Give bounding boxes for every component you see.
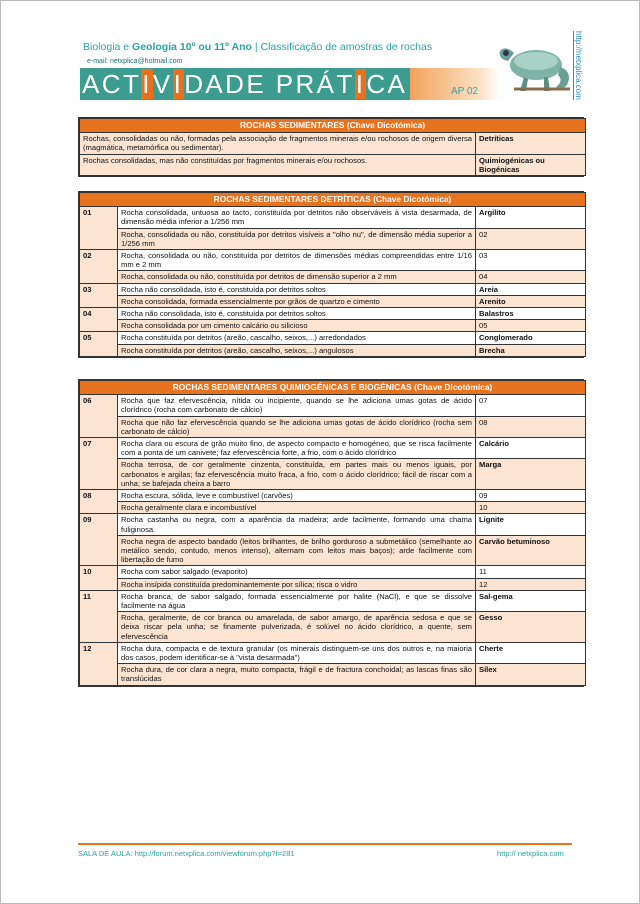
key-row bbox=[80, 578, 586, 590]
key-description: Rocha, consolidada ou não, constituída por detritos visíveis a "olho nu", de dimensão média superior a 1/256 mm bbox=[118, 228, 476, 249]
key-result: Cherte bbox=[476, 642, 586, 663]
key-step-number: 04 bbox=[80, 308, 118, 332]
activity-banner bbox=[80, 68, 500, 100]
contact-email[interactable]: e-mail: netxplica@hotmail.com bbox=[87, 58, 183, 65]
key-row bbox=[80, 295, 586, 307]
key-step-number: 12 bbox=[80, 642, 118, 685]
footer-forum-link[interactable]: SALA DE AULA: http://forum.netxplica.com/viewforum.php?f=281 bbox=[78, 849, 295, 858]
banner-letter: V bbox=[152, 69, 173, 99]
key-result: Balastros bbox=[476, 308, 586, 320]
key-description: Rocha com sabor salgado (evaporito) bbox=[118, 566, 476, 578]
key-result: Quimiogénicas ou Biogénicas bbox=[476, 154, 586, 175]
banner-title bbox=[82, 71, 407, 97]
key-result: 09 bbox=[476, 490, 586, 502]
key-step-number: 06 bbox=[80, 395, 118, 438]
key-description: Rocha terrosa, de cor geralmente cinzenta, constituída, em partes mais ou menos iguais, por carbonatos e argilas; faz efervescência muito fraca, a frio, com o ácido clorídrico; fácil de riscar com a unha; se bafejada cheira a barro bbox=[118, 459, 476, 490]
banner-letter: E bbox=[246, 69, 267, 99]
key-description: Rocha dura, compacta e de textura granular (os minerais distinguem-se uns dos outros e, na maioria dos casos, podem identificar-se à "vista desarmada") bbox=[118, 642, 476, 663]
key-row bbox=[80, 459, 586, 490]
key-row bbox=[80, 590, 586, 611]
key-description: Rocha castanha ou negra, com a aparência da madeira; arde facilmente, formando uma chama fuliginosa. bbox=[118, 514, 476, 535]
activity-code: AP 02 bbox=[451, 86, 479, 97]
key-step-number: 08 bbox=[80, 490, 118, 514]
key-result: 10 bbox=[476, 502, 586, 514]
key-result: 08 bbox=[476, 416, 586, 437]
banner-letter: D bbox=[225, 69, 247, 99]
key-step-number: 05 bbox=[80, 332, 118, 356]
key-row bbox=[80, 283, 586, 295]
key-row bbox=[80, 395, 586, 416]
key-description: Rocha escura, sólida, leve e combustível (carvões) bbox=[118, 490, 476, 502]
key-description: Rocha insípida constituída predominantemente por sílica; risca o vidro bbox=[118, 578, 476, 590]
banner-letter: T bbox=[336, 69, 355, 99]
key-result: Calcário bbox=[476, 438, 586, 459]
key-result: Argilito bbox=[476, 207, 586, 228]
key-row bbox=[80, 612, 586, 643]
key-row bbox=[80, 514, 586, 535]
document-title: Biologia e Geologia 10º ou 11º Ano | Classificação de amostras de rochas bbox=[83, 41, 433, 53]
banner-letter: T bbox=[122, 69, 142, 99]
key-description: Rocha não consolidada, isto é, constituída por detritos soltos bbox=[118, 283, 476, 295]
banner-letter: I bbox=[355, 69, 366, 99]
key-row bbox=[80, 308, 586, 320]
section-heading: ROCHAS SEDIMENTARES QUIMIOGÉNICAS E BIOGÉNICAS (Chave Dicotómica) bbox=[80, 381, 586, 395]
key-row bbox=[80, 416, 586, 437]
key-result: Arenito bbox=[476, 295, 586, 307]
key-description: Rocha que não faz efervescência quando se lhe adiciona umas gotas de ácido clorídrico (rocha sem carbonato de cálcio) bbox=[118, 416, 476, 437]
key-row bbox=[80, 250, 586, 271]
section-quimiogenicas-biogenicas bbox=[78, 379, 584, 687]
banner-letter: C bbox=[101, 69, 123, 99]
key-result: Detríticas bbox=[476, 133, 586, 154]
key-result: 03 bbox=[476, 250, 586, 271]
key-row bbox=[80, 228, 586, 249]
section-detriticas bbox=[78, 191, 584, 358]
banner-letter: R bbox=[295, 69, 317, 99]
key-row bbox=[80, 438, 586, 459]
key-step-number: 03 bbox=[80, 283, 118, 307]
key-description: Rocha, geralmente, de cor branca ou amarelada, de sabor amargo, de aparência sedosa e que se deixa riscar pela unha; se finamente pulverizada, é solúvel no ácido clorídrico, a quente, sem efervescência bbox=[118, 612, 476, 643]
key-description: Rocha geralmente clara e incombustível bbox=[118, 502, 476, 514]
key-row bbox=[80, 566, 586, 578]
banner-letter: A bbox=[205, 69, 226, 99]
banner-letter: I bbox=[173, 69, 184, 99]
key-description: Rocha consolidada por um cimento calcário ou silicioso bbox=[118, 320, 476, 332]
key-row bbox=[80, 154, 586, 175]
key-description: Rocha constituída por detritos (areão, cascalho, seixos,...) arredondados bbox=[118, 332, 476, 344]
key-description: Rocha, consolidada ou não, constituída por detritos de dimensões médias compreendidas entre 1/16 mm e 2 mm bbox=[118, 250, 476, 271]
banner-letter: Á bbox=[316, 69, 337, 99]
key-description: Rochas, consolidadas ou não, formadas pela associação de fragmentos minerais e/ou rochosos de origem diversa (magmática, metamórfica ou sedimentar). bbox=[80, 133, 476, 154]
banner-letter bbox=[266, 69, 276, 99]
key-result: Brecha bbox=[476, 344, 586, 356]
key-description: Rocha, consolidada ou não, constituída por detritos de dimensão superior a 2 mm bbox=[118, 271, 476, 283]
key-result: Sílex bbox=[476, 664, 586, 685]
chameleon-logo-icon bbox=[494, 31, 574, 101]
section-sedimentares bbox=[78, 117, 584, 177]
key-row bbox=[80, 133, 586, 154]
section-heading: ROCHAS SEDIMENTARES DETRÍTICAS (Chave Dicotómica) bbox=[80, 193, 586, 207]
key-result: 07 bbox=[476, 395, 586, 416]
key-result: Lignite bbox=[476, 514, 586, 535]
key-result: 05 bbox=[476, 320, 586, 332]
key-result: Carvão betuminoso bbox=[476, 535, 586, 566]
key-description: Rocha constituída por detritos (areão, cascalho, seixos,...) angulosos bbox=[118, 344, 476, 356]
side-website-link[interactable]: http://netxplica.com bbox=[574, 31, 583, 100]
key-result: Conglomerado bbox=[476, 332, 586, 344]
banner-letter: A bbox=[387, 69, 408, 99]
key-description: Rocha consolidada, formada essencialmente por grãos de quartzo e cimento bbox=[118, 295, 476, 307]
key-step-number: 09 bbox=[80, 514, 118, 566]
key-row bbox=[80, 490, 586, 502]
footer-website-link[interactable]: http:// netxplica.com bbox=[497, 849, 564, 858]
key-result: 02 bbox=[476, 228, 586, 249]
banner-letter: I bbox=[142, 69, 152, 99]
key-row bbox=[80, 664, 586, 685]
key-description: Rocha branca, de sabor salgado, formada essencialmente por halite (NaCl), e que se dissolve facilmente na água bbox=[118, 590, 476, 611]
key-step-number: 07 bbox=[80, 438, 118, 490]
banner-letter: A bbox=[82, 69, 102, 99]
key-row bbox=[80, 344, 586, 356]
key-step-number: 10 bbox=[80, 566, 118, 590]
banner-letter: C bbox=[366, 69, 388, 99]
key-row bbox=[80, 271, 586, 283]
key-row bbox=[80, 642, 586, 663]
key-row bbox=[80, 502, 586, 514]
banner-letter: D bbox=[184, 69, 206, 99]
key-step-number: 02 bbox=[80, 250, 118, 284]
key-description: Rocha consolidada, untuosa ao tacto, constituída por detritos não observáveis à vista desarmada, de dimensão média inferior a 1/256 mm bbox=[118, 207, 476, 228]
section-heading: ROCHAS SEDIMENTARES (Chave Dicotómica) bbox=[80, 119, 586, 133]
key-description: Rocha que faz efervescência, nítida ou incipiente, quando se lhe adiciona umas gotas de ácido clorídrico (rocha com carbonato de cálcio) bbox=[118, 395, 476, 416]
key-result: 04 bbox=[476, 271, 586, 283]
key-description: Rocha não consolidada, isto é, constituída por detritos soltos bbox=[118, 308, 476, 320]
key-result: Marga bbox=[476, 459, 586, 490]
key-description: Rocha negra de aspecto bandado (leitos brilhantes, de brilho gorduroso a submetálico (semelhante ao metálico sendo, contudo, menos intenso), alternam com leitos mais baços); arde facilmente com libertação de fumo bbox=[118, 535, 476, 566]
key-row bbox=[80, 332, 586, 344]
key-row bbox=[80, 535, 586, 566]
key-result: 11 bbox=[476, 566, 586, 578]
key-result: Gesso bbox=[476, 612, 586, 643]
footer-divider bbox=[78, 843, 572, 845]
key-result: Sal-gema bbox=[476, 590, 586, 611]
key-row bbox=[80, 207, 586, 228]
key-description: Rocha dura, de cor clara a negra, muito compacta, frágil e de fractura conchoidal; as lascas finas são translúcidas bbox=[118, 664, 476, 685]
key-description: Rochas consolidadas, mas não constituídas por fragmentos minerais e/ou rochosos. bbox=[80, 154, 476, 175]
key-description: Rocha clara ou escura de grão muito fino, de aspecto compacto e homogéneo, que se risca facilmente com a ponta de um canivete; faz efervescência forte, a frio, com o ácido clorídrico bbox=[118, 438, 476, 459]
key-step-number: 11 bbox=[80, 590, 118, 642]
banner-letter: P bbox=[275, 69, 296, 99]
key-row bbox=[80, 320, 586, 332]
key-result: Areia bbox=[476, 283, 586, 295]
key-step-number: 01 bbox=[80, 207, 118, 250]
key-result: 12 bbox=[476, 578, 586, 590]
